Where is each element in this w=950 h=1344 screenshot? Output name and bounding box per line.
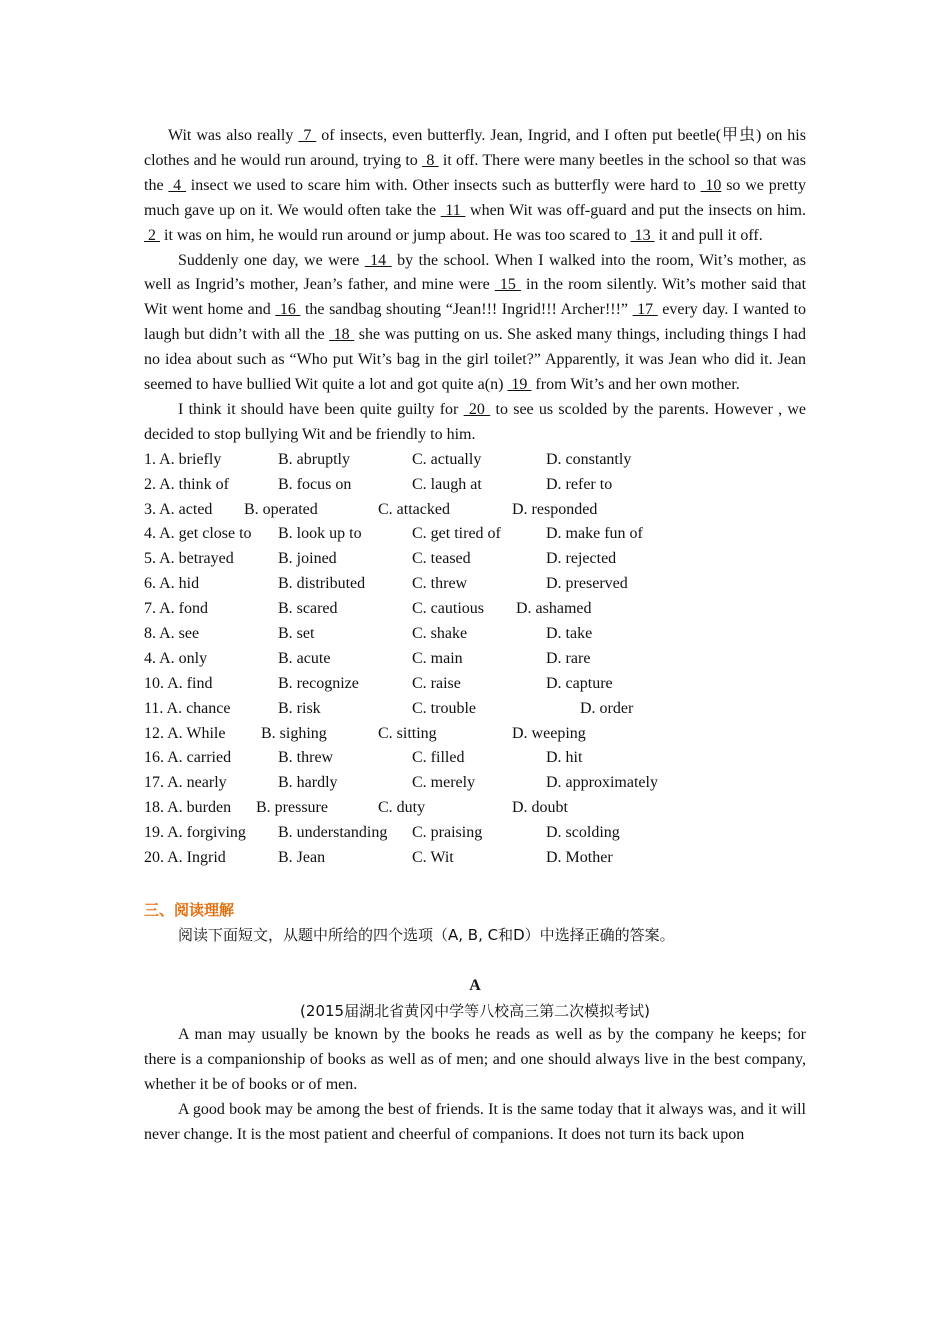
option-choice: C. raise	[412, 674, 461, 692]
text-run: it and pull it off.	[654, 226, 763, 244]
option-row	[144, 771, 806, 796]
option-row	[144, 622, 806, 647]
option-row	[144, 846, 806, 871]
option-choice: D. capture	[546, 674, 613, 692]
options-list	[144, 448, 806, 871]
blank-16: 16	[275, 301, 301, 319]
option-choice: D. responded	[512, 500, 598, 518]
text-run: I think it should have been quite guilty for	[178, 400, 464, 418]
option-choice: C. praising	[412, 824, 483, 842]
option-choice: C. shake	[412, 625, 468, 643]
option-row	[144, 796, 806, 821]
option-choice: B. joined	[278, 550, 337, 568]
option-choice: D. make fun of	[546, 525, 643, 543]
option-choice: 19. A. forgiving	[144, 824, 246, 842]
text-run: every day. I wanted to laugh but didn’t with all the	[144, 301, 807, 344]
option-choice: B. sighing	[261, 724, 327, 742]
option-row	[144, 498, 806, 523]
text-run: Suddenly one day, we were	[178, 251, 365, 269]
option-choice: D. refer to	[546, 475, 613, 493]
option-choice: B. hardly	[278, 774, 338, 792]
text-run: it was on him, he would run around or jump about. He was too scared to	[160, 226, 631, 244]
option-choice: C. sitting	[378, 724, 437, 742]
text-run: she was putting on us. She asked many things, including things I had no idea about such as “Who put Wit’s bag in the girl toilet?” Apparently, it was Jean who did it. Jean seemed to have bullied Wit quite a lot and got quite a(n)	[144, 326, 807, 394]
option-choice: C. teased	[412, 550, 471, 568]
option-choice: 3. A. acted	[144, 500, 213, 518]
option-choice: B. risk	[278, 699, 321, 717]
section-title: 三、阅读理解	[144, 900, 235, 919]
text-run: Wit was also really	[168, 127, 299, 144]
option-choice: D. hit	[546, 749, 583, 767]
option-choice: 16. A. carried	[144, 749, 232, 767]
option-choice: B. Jean	[278, 849, 326, 867]
option-choice: D. rare	[546, 649, 591, 667]
blank-18: 18	[329, 326, 355, 344]
option-choice: 17. A. nearly	[144, 774, 227, 792]
option-choice: D. preserved	[546, 575, 628, 593]
option-choice: 4. A. get close to	[144, 525, 252, 543]
reading-paragraph-2: A good book may be among the best of friends. It is the same today that it always was, and it will never change. It is the most patient and cheerful of companions. It does not turn its back upon	[144, 1101, 806, 1144]
option-choice: C. trouble	[412, 699, 476, 717]
option-choice: 20. A. Ingrid	[144, 849, 226, 867]
blank-13: 13	[630, 226, 655, 244]
blank-10: 10	[700, 176, 722, 194]
blank-9: 4	[168, 176, 186, 194]
option-choice: B. focus on	[278, 475, 352, 493]
cloze-paragraph-3	[144, 398, 806, 448]
document-content	[144, 124, 806, 1148]
text-run: insect we used to scare him with. Other insects such as butterfly were hard to	[185, 176, 701, 194]
option-choice: B. recognize	[278, 674, 359, 692]
option-choice: C. actually	[412, 450, 482, 468]
option-choice: C. main	[412, 649, 463, 667]
option-choice: D. Mother	[546, 849, 613, 867]
option-choice: 10. A. find	[144, 674, 213, 692]
text-run: so we pretty much gave up on it. We would often take the	[144, 176, 807, 219]
option-choice: B. abruptly	[278, 450, 350, 468]
text-run: of insects, even butterfly. Jean, Ingrid, and I often put beetle(甲虫) on his clothes and he would run around, trying to	[144, 127, 806, 169]
option-choice: D. doubt	[512, 799, 568, 817]
option-choice: 5. A. betrayed	[144, 550, 234, 568]
option-choice: C. merely	[412, 774, 476, 792]
option-choice: D. order	[580, 699, 634, 717]
text-run: when Wit was off-guard and put the insects on him.	[465, 201, 807, 219]
option-choice: D. ashamed	[516, 600, 592, 618]
option-row	[144, 572, 806, 597]
blank-8: 8	[422, 151, 439, 169]
option-choice: 12. A. While	[144, 724, 226, 742]
option-row	[144, 821, 806, 846]
option-choice: D. take	[546, 625, 593, 643]
passage-letter: A	[469, 976, 481, 994]
option-row	[144, 597, 806, 622]
option-choice: C. attacked	[378, 500, 450, 518]
passage-source: (2015届湖北省黄冈中学等八校高三第二次模拟考试)	[300, 1001, 650, 1020]
option-row	[144, 647, 806, 672]
blank-12: 2	[144, 226, 160, 244]
option-choice: B. operated	[244, 500, 318, 518]
blank-17: 17	[632, 301, 658, 319]
cloze-paragraph-1	[144, 124, 806, 249]
reading-paragraph-1: A man may usually be known by the books he reads as well as by the company he keeps; for there is a companionship of books as well as of men; and one should always live in the best company, whether it be of books or of men.	[144, 1026, 806, 1094]
cloze-paragraph-2	[144, 249, 806, 398]
text-run: in the room silently. Wit’s mother said that Wit went home and	[144, 276, 807, 319]
option-row	[144, 547, 806, 572]
option-choice: 4. A. only	[144, 649, 208, 667]
option-row	[144, 722, 806, 747]
option-choice: 6. A. hid	[144, 575, 200, 593]
option-row	[144, 672, 806, 697]
option-row	[144, 522, 806, 547]
option-choice: 2. A. think of	[144, 475, 229, 493]
option-row	[144, 746, 806, 771]
option-choice: 7. A. fond	[144, 600, 208, 618]
instruction-text: 阅读下面短文，从题中所给的四个选项（A, B, C和D）中选择正确的答案。	[178, 925, 675, 944]
blank-20: 20	[463, 400, 491, 418]
blank-7: 7	[298, 127, 317, 144]
option-choice: 11. A. chance	[144, 699, 231, 717]
blank-19: 19	[507, 376, 532, 394]
option-choice: B. threw	[278, 749, 334, 767]
option-choice: C. Wit	[412, 849, 454, 867]
option-choice: C. laugh at	[412, 475, 482, 493]
text-run: to see us scolded by the parents. However , we decided to stop bullying Wit and be friendly to him.	[144, 400, 807, 443]
option-choice: B. understanding	[278, 824, 388, 842]
option-choice: B. pressure	[256, 799, 328, 817]
option-row	[144, 448, 806, 473]
option-choice: 18. A. burden	[144, 799, 232, 817]
option-choice: C. threw	[412, 575, 468, 593]
option-choice: 1. A. briefly	[144, 450, 222, 468]
option-choice: B. distributed	[278, 575, 366, 593]
option-choice: D. scolding	[546, 824, 620, 842]
option-choice: C. cautious	[412, 600, 484, 618]
option-choice: D. approximately	[546, 774, 658, 792]
option-choice: C. duty	[378, 799, 426, 817]
option-choice: D. weeping	[512, 724, 586, 742]
option-choice: C. filled	[412, 749, 465, 767]
option-row	[144, 473, 806, 498]
text-run: from Wit’s and her own mother.	[531, 376, 740, 394]
option-choice: 8. A. see	[144, 625, 200, 643]
option-choice: D. rejected	[546, 550, 617, 568]
text-run: the sandbag shouting “Jean!!! Ingrid!!! Archer!!!”	[300, 301, 633, 319]
text-run: it off. There were many beetles in the school so that was the	[144, 151, 806, 194]
blank-11: 11	[440, 201, 466, 219]
blank-15: 15	[494, 276, 521, 294]
option-choice: D. constantly	[546, 450, 632, 468]
blank-14: 14	[364, 251, 392, 269]
option-choice: B. set	[278, 625, 315, 643]
option-choice: B. acute	[278, 649, 331, 667]
option-row	[144, 697, 806, 722]
option-choice: B. look up to	[278, 525, 362, 543]
option-choice: C. get tired of	[412, 525, 501, 543]
option-choice: B. scared	[278, 600, 338, 618]
text-run: by the school. When I walked into the room, Wit’s mother, as well as Ingrid’s mother, Jean’s father, and mine were	[144, 251, 807, 294]
